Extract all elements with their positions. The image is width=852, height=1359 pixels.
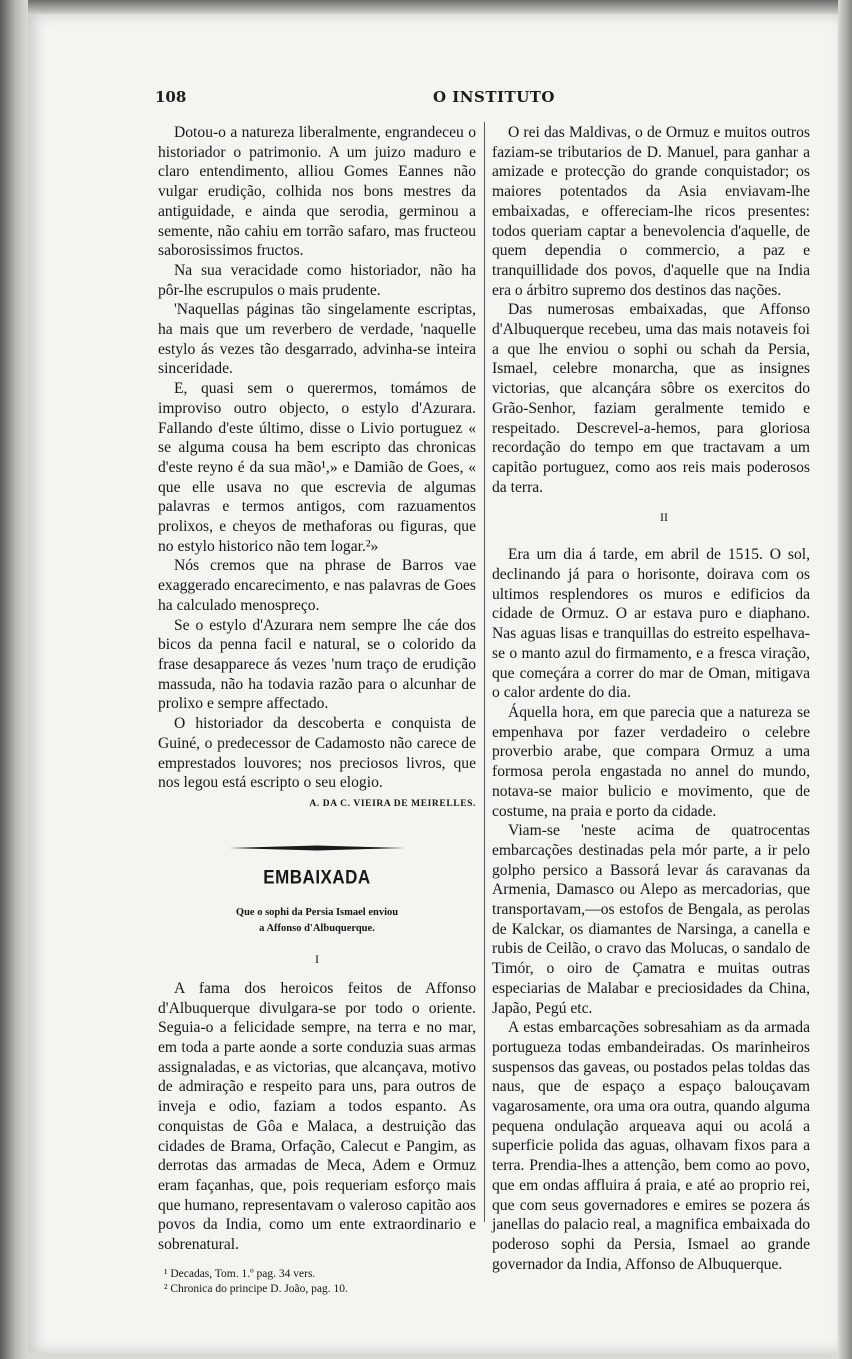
paragraph: Das numerosas embaixadas, que Affonso d'Albuquerque recebeu, uma das mais notaveis foi a que lhe enviou o sophi ou schah da Persia, Ismael, celebre monarcha, que as insignes victorias, que alcançára sôbre os exercitos do Grão-Senhor, faziam geralmente temido e respeitado. Descrevel-a-hemos, para gloriosa recordação do tempo em que tractavam a um capitão portuguez, como aos reis mais poderosos da terra. (492, 301, 810, 496)
journal-title: O INSTITUTO (433, 88, 555, 106)
page-top-edge (0, 0, 852, 14)
paragraph: A estas embarcações sobresahiam as da armada portugueza todas embandeiradas. Os marinheiros suspensos das gaveas, ou postados pelas toldas das naus, que de espaço a espaço balouçavam vagarosamente, ora uma ora outra, quando alguma pequena ondulação arqueava aqui ou acolá a superficie polida das aguas, olhavam fixos para a terra. Prendia-lhes a attenção, bem como ao povo, que em ondas affluira á praia, e até ao proprio rei, que com seus governadores e emires se pozera ás janellas do palacio real, a magnifica embaixada do poderoso sophi da Persia, Ismael ao grande governador da India, Affonso de Albuquerque. (492, 1019, 810, 1273)
subtitle-line: a Affonso d'Albuquerque. (259, 922, 375, 934)
paragraph: O rei das Maldivas, o de Ormuz e muitos outros faziam-se tributarios de D. Manuel, para ganhar a amizade e protecção do grande conquistador; os maiores potentados da Asia enviavam-lhe embaixadas, e offereciam-lhe ricos presentes: todos queriam captar a benevolencia d'aquelle, de quem dependia o commercio, a paz e tranquillidade dos povos, d'aquelle que na India era o árbitro supremo dos destinos das nações. (492, 124, 810, 299)
author-signature: A. DA C. VIEIRA DE MEIRELLES. (309, 798, 476, 809)
page-binding-edge (0, 0, 28, 1359)
paragraph: E, quasi sem o querermos, tomámos de improviso outro objecto, o estylo d'Azurara. Fallando d'este último, disse o Livio portuguez « se alguma cousa ha bem escripto das chronicas d'este reyno é da sua mão¹,» e Damião de Goes, « que elle usava no que escrevia de algumas palavras e termos antigos, com razuamentos prolixos, e cheyos de methaforas ou figuras, que no estylo historico não tem logar.²» (158, 380, 476, 555)
footnote: ² Chronica do principe D. João, pag. 10. (164, 1282, 348, 1295)
page-number: 108 (155, 88, 187, 106)
footnote: ¹ Decadas, Tom. 1.º pag. 34 vers. (164, 1267, 316, 1280)
article-subtitle (158, 905, 476, 937)
article-title: EMBAIXADA (263, 866, 371, 889)
paragraph: Se o estylo d'Azurara nem sempre lhe cáe dos bicos da penna facil e natural, se o colorido da frase desapparece ás vezes 'num traço de erudição massuda, não ha todavia razão para o alcunhar de prolixo e sempre affectado. (158, 616, 476, 713)
column-divider (484, 122, 485, 1222)
paragraph: Era um dia á tarde, em abril de 1515. O sol, declinando já para o horisonte, doirava com os ultimos resplendores os muros e edificios da cidade de Ormuz. O ar estava puro e diaphano. Nas aguas lisas e tranquillas do estreito espelhava-se o manto azul do firmamento, e a fresca viração, que começára a correr do mar de Oman, mitigava o calor ardente do dia. (492, 546, 810, 702)
paragraph: O historiador da descoberta e conquista de Guiné, o predecessor de Cadamosto não carece de emprestados louvores; nos preciosos livros, que nos legou está escripto o seu elogio. (158, 715, 476, 792)
paragraph: Viam-se 'neste acima de quatrocentas embarcações destinadas pela mór parte, a ir pelo golpho persico a Bassorá levar ás caravanas da Armenia, Damasco ou Alepo as mercadorias, que transportavam,—os estofos de Bengala, as perolas de Kalckar, os diamantes de Narsinga, a canella e rubis de Ceilão, o cravo das Molucas, o sandalo de Timór, o oiro de Çamatra e muitas outras especiarias de Malabar e preciosidades da China, Japão, Pegú etc. (492, 822, 810, 1017)
section-number: II (660, 510, 668, 525)
running-header (155, 88, 715, 110)
paragraph: Na sua veracidade como historiador, não ha pôr-lhe escrupulos o mais prudente. (158, 261, 476, 299)
ornamental-rule (229, 845, 405, 851)
footnotes (158, 1267, 476, 1297)
left-column (158, 123, 476, 1297)
paragraph: 'Naquellas páginas tão singelamente escriptas, ha mais que um reverbero de verdade, 'naquelle estylo ás vezes tão desgarrado, advinha-se inteira sinceridade. (158, 301, 476, 378)
paragraph: Dotou-o a natureza liberalmente, engrandeceu o historiador o patrimonio. A um juizo maduro e claro entendimento, alliou Gomes Eannes não vulgar erudição, colhida nos bons mestres da antiguidade, e ainda que serodia, germinou a semente, não cahiu em torrão safaro, mas fructeou saborosissimos fructos. (158, 124, 476, 260)
section-number: I (315, 951, 319, 966)
paragraph: A fama dos heroicos feitos de Affonso d'Albuquerque divulgara-se por todo o oriente. Seguia-o a felicidade sempre, na terra e no mar, em toda a parte aonde a sorte conduzia suas armas assignaladas, e as victorias, que alcançava, motivo de admiração e respeito para uns, para outros de inveja e odio, faziam a todos espanto. As conquistas de Gôa e Malaca, a destruição das cidades de Brama, Orfação, Calecut e Pangim, as derrotas das armadas de Meca, Adem e Ormuz eram façanhas, que, pois requeriam esforço mais que humano, representavam o valeroso capitão aos povos da India, como um ente extraordinario e sobrenatural. (158, 979, 476, 1254)
paragraph: Áquella hora, em que parecia que a natureza se empenhava por fazer verdadeiro o celebre proverbio arabe, que compara Ormuz a uma formosa perola engastada no annel do mundo, notava-se maior bulicio e movimento, que de costume, na praia e porto da cidade. (492, 703, 810, 820)
paragraph: Nós cremos que na phrase de Barros vae exaggerado encarecimento, e nas palavras de Goes ha calculado menospreço. (158, 557, 476, 614)
right-column (492, 123, 810, 1274)
subtitle-line: Que o sophi da Persia Ismael enviou (235, 906, 399, 918)
page-right-edge (838, 0, 852, 1359)
